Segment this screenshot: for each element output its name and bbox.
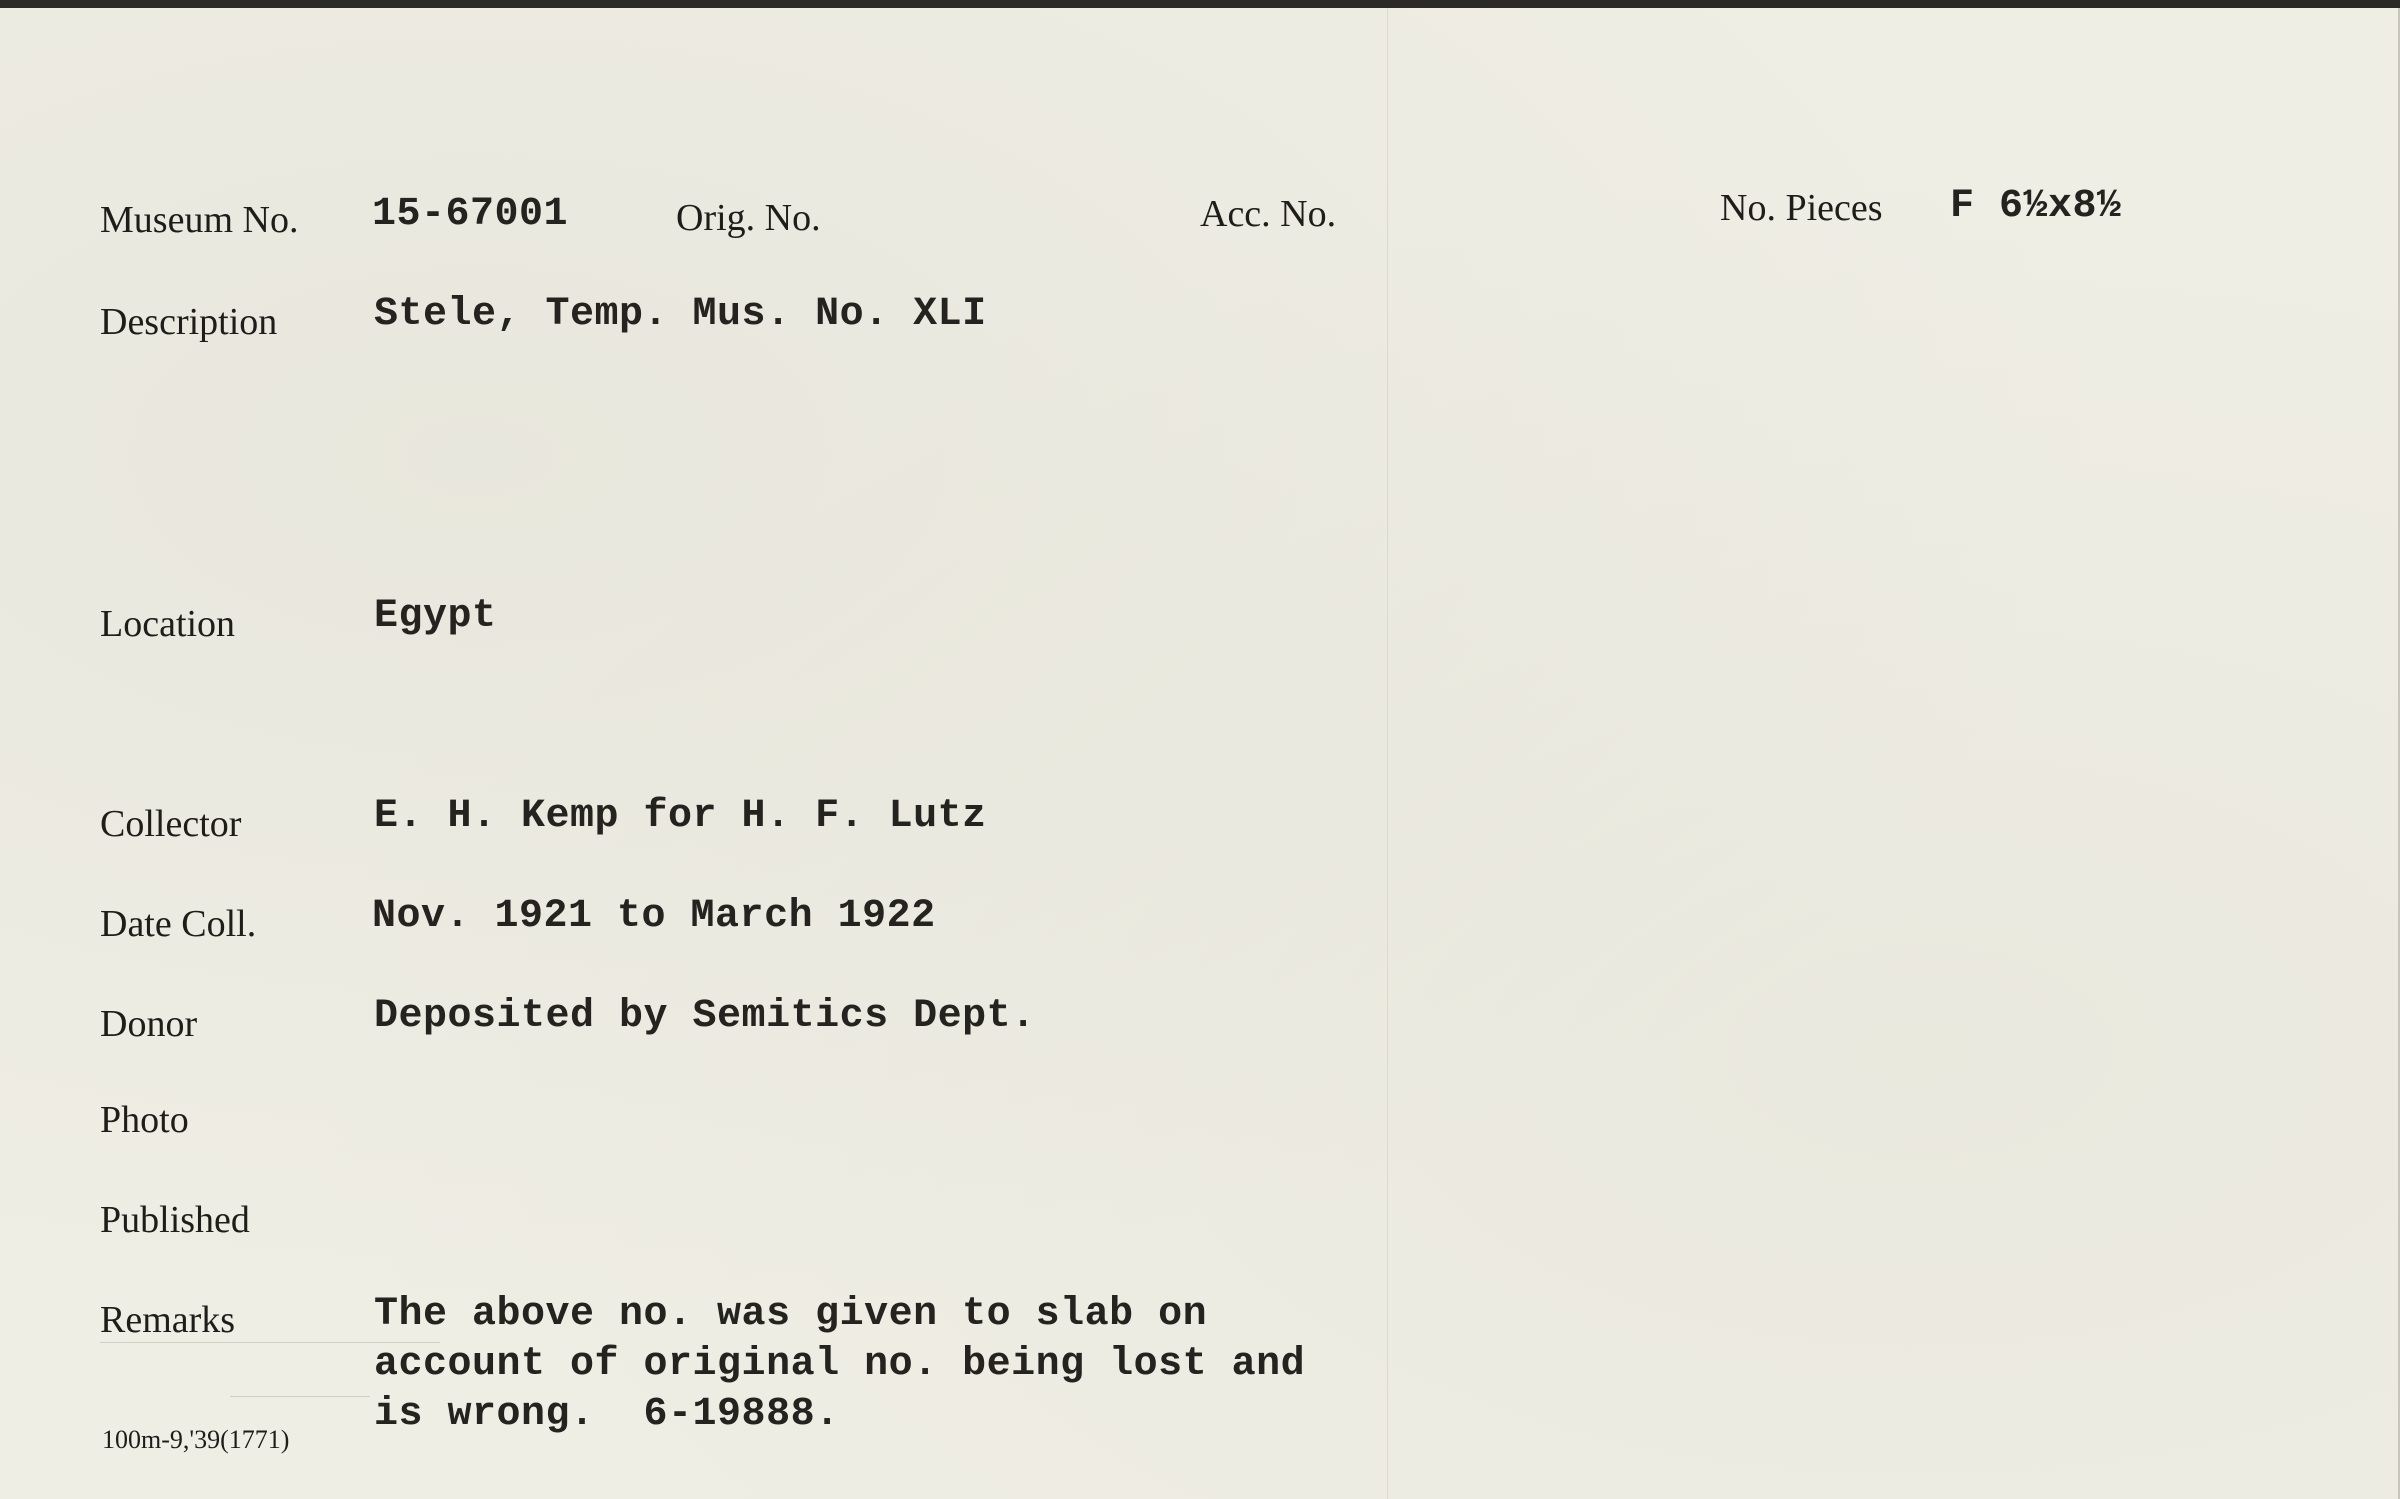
no-pieces-value: F 6½x8½ <box>1950 184 2122 229</box>
donor-label: Donor <box>100 1003 198 1045</box>
description-label: Description <box>100 301 278 343</box>
donor-value: Deposited by Semitics Dept. <box>374 994 1036 1039</box>
acc-no-label: Acc. No. <box>1200 193 1337 235</box>
date-coll-value: Nov. 1921 to March 1922 <box>372 894 936 939</box>
date-coll-label: Date Coll. <box>100 903 257 945</box>
collector-value: E. H. Kemp for H. F. Lutz <box>374 794 987 839</box>
no-pieces-label: No. Pieces <box>1720 187 1883 229</box>
card-fold-line <box>1387 8 1388 1499</box>
photo-label: Photo <box>100 1099 189 1141</box>
orig-no-label: Orig. No. <box>676 197 821 239</box>
remarks-label: Remarks <box>100 1299 236 1341</box>
faint-rule <box>230 1396 370 1397</box>
form-code: 100m-9,'39(1771) <box>102 1425 290 1454</box>
location-value: Egypt <box>374 594 497 639</box>
remarks-value: The above no. was given to slab on account of original no. being lost and is wrong. 6-19888. <box>374 1292 1306 1437</box>
description-value: Stele, Temp. Mus. No. XLI <box>374 292 987 337</box>
museum-no-value: 15-67001 <box>372 192 569 237</box>
museum-no-label: Museum No. <box>100 199 299 241</box>
published-label: Published <box>100 1199 250 1241</box>
collector-label: Collector <box>100 803 242 845</box>
location-label: Location <box>100 603 236 645</box>
faint-rule <box>100 1342 440 1343</box>
